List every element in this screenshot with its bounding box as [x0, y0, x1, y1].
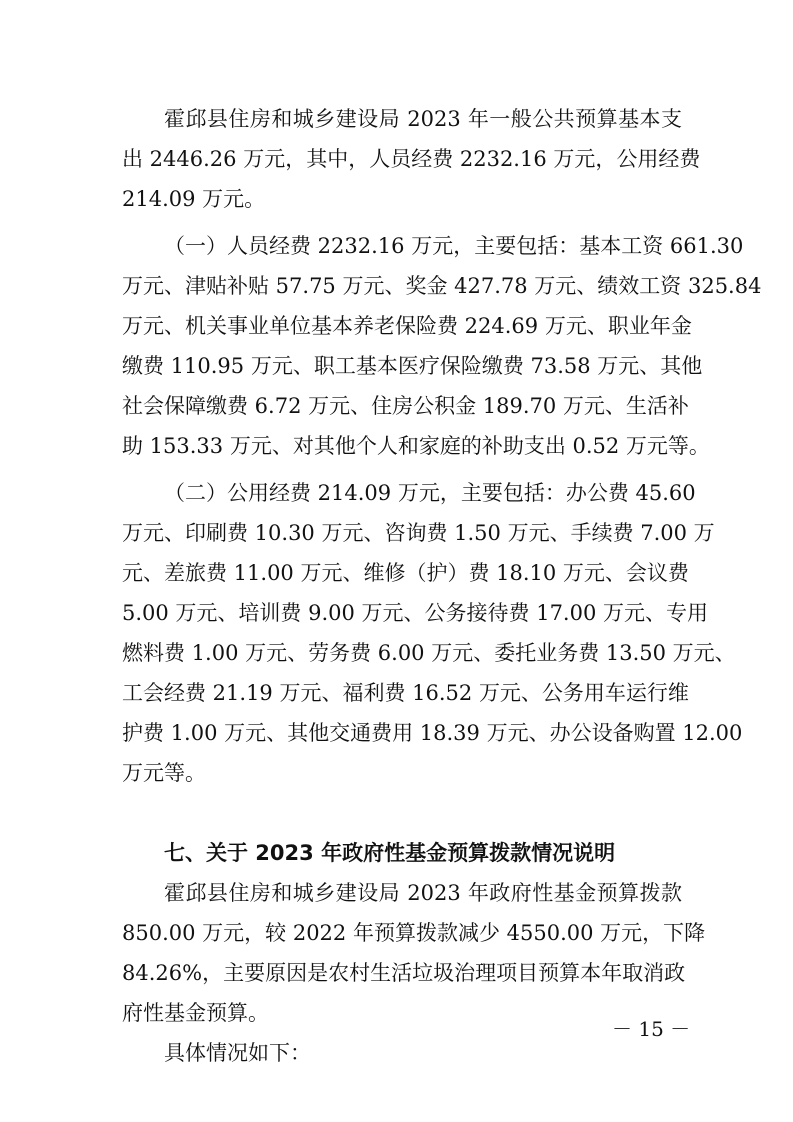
- paragraph-personnel-line-6: 助 153.33 万元、对其他个人和家庭的补助支出 0.52 万元等。: [122, 434, 710, 458]
- paragraph-public-line-1: （二）公用经费 214.09 万元，主要包括：办公费 45.60: [164, 481, 696, 505]
- paragraph-basic-line-3: 214.09 万元。: [122, 187, 266, 211]
- paragraph-basic-line-1: 霍邱县住房和城乡建设局 2023 年一般公共预算基本支: [164, 107, 682, 131]
- page-number: － 15 －: [612, 1017, 691, 1041]
- paragraph-personnel-line-1: （一）人员经费 2232.16 万元，主要包括：基本工资 661.30: [164, 234, 744, 258]
- section-seven-line-2: 850.00 万元，较 2022 年预算拨款减少 4550.00 万元，下降: [122, 921, 706, 945]
- section-seven-heading: 七、关于 2023 年政府性基金预算拨款情况说明: [164, 841, 616, 865]
- paragraph-public-line-4: 5.00 万元、培训费 9.00 万元、公务接待费 17.00 万元、专用: [122, 601, 709, 625]
- section-seven-detail-intro: 具体情况如下：: [164, 1041, 311, 1065]
- paragraph-public-line-8: 万元等。: [122, 761, 206, 785]
- paragraph-personnel-line-2: 万元、津贴补贴 57.75 万元、奖金 427.78 万元、绩效工资 325.84: [122, 274, 762, 298]
- paragraph-public-line-2: 万元、印刷费 10.30 万元、咨询费 1.50 万元、手续费 7.00 万: [122, 521, 715, 545]
- paragraph-personnel-line-5: 社会保障缴费 6.72 万元、住房公积金 189.70 万元、生活补: [122, 394, 689, 418]
- paragraph-public-line-7: 护费 1.00 万元、其他交通费用 18.39 万元、办公设备购置 12.00: [122, 721, 743, 745]
- paragraph-personnel-line-4: 缴费 110.95 万元、职工基本医疗保险缴费 73.58 万元、其他: [122, 354, 703, 378]
- section-seven-line-1: 霍邱县住房和城乡建设局 2023 年政府性基金预算拨款: [164, 881, 682, 905]
- paragraph-public-line-3: 元、差旅费 11.00 万元、维修（护）费 18.10 万元、会议费: [122, 561, 689, 585]
- paragraph-personnel-line-3: 万元、机关事业单位基本养老保险费 224.69 万元、职业年金: [122, 314, 692, 338]
- section-seven-line-4: 府性基金预算。: [122, 1001, 269, 1025]
- section-seven-line-3: 84.26%，主要原因是农村生活垃圾治理项目预算本年取消政: [122, 961, 686, 985]
- paragraph-public-line-5: 燃料费 1.00 万元、劳务费 6.00 万元、委托业务费 13.50 万元、: [122, 641, 736, 665]
- paragraph-basic-line-2: 出 2446.26 万元，其中，人员经费 2232.16 万元，公用经费: [122, 147, 701, 171]
- paragraph-public-line-6: 工会经费 21.19 万元、福利费 16.52 万元、公务用车运行维: [122, 681, 689, 705]
